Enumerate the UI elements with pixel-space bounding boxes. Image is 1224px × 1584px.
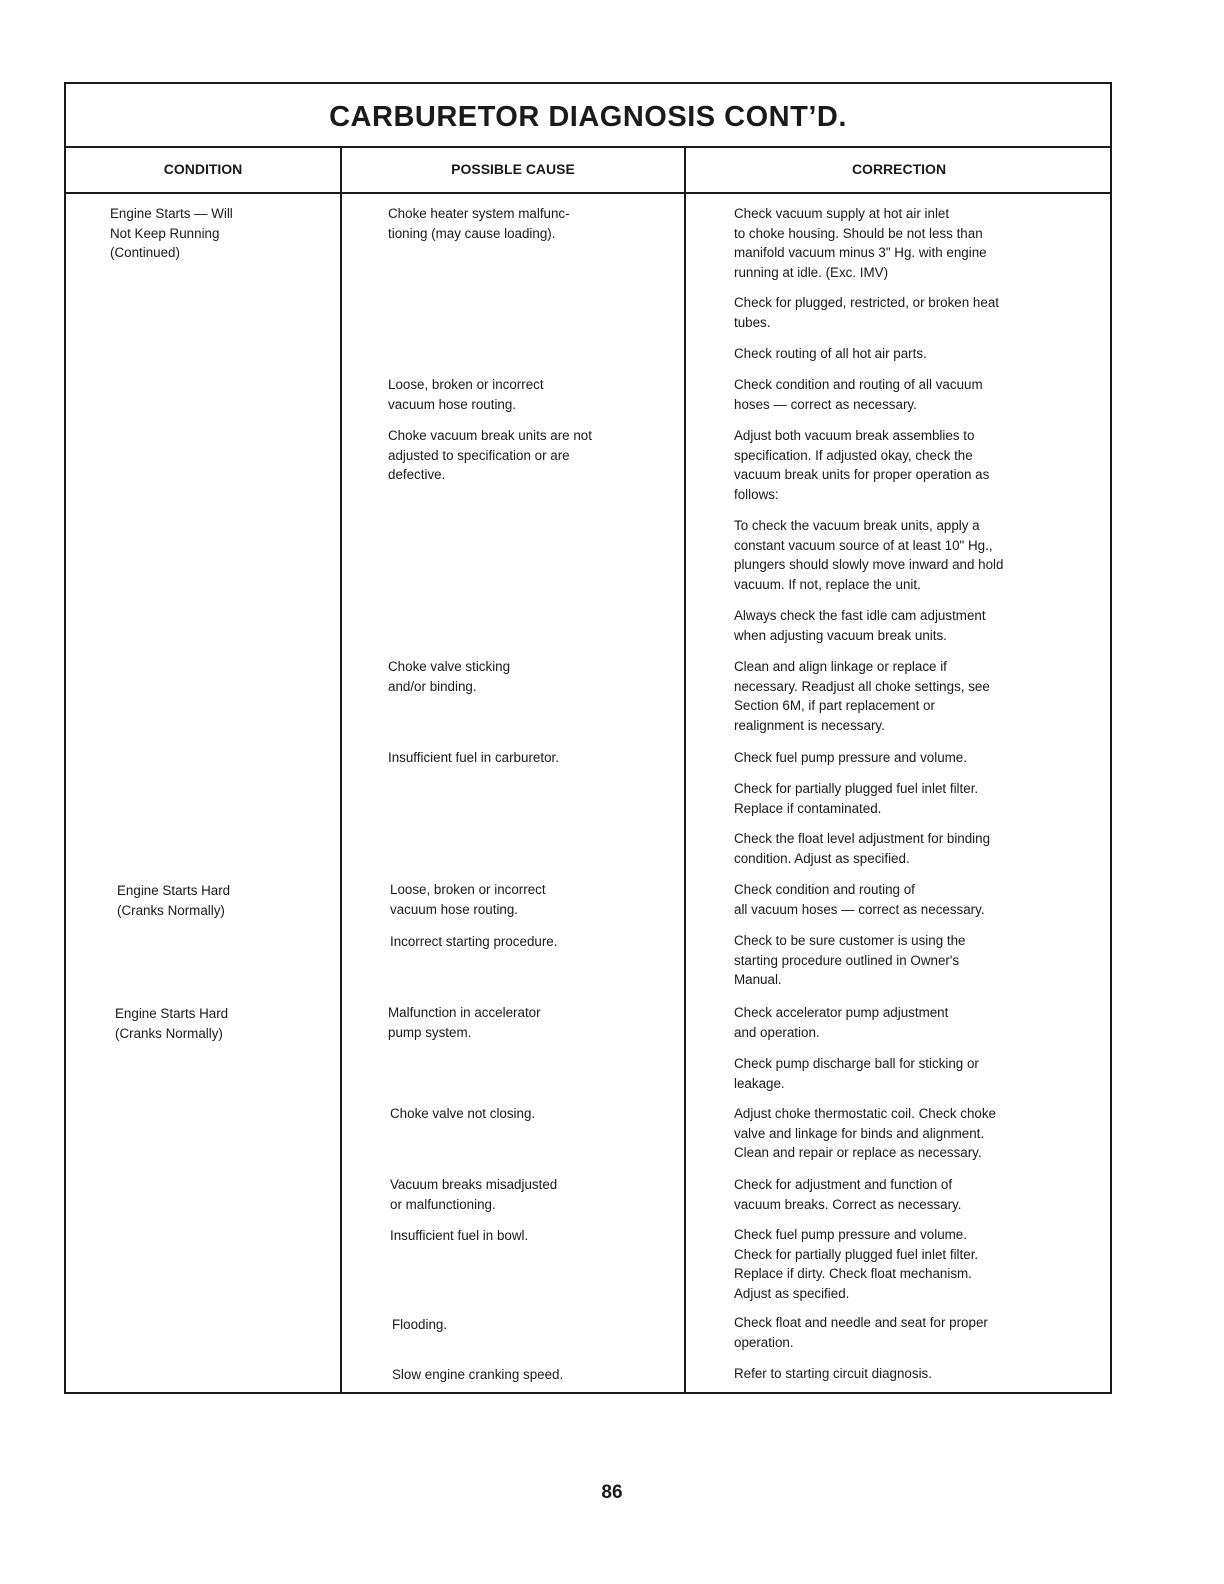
correction-cell: Always check the fast idle cam adjustment when adjusting vacuum break units. [734, 608, 986, 643]
correction-cell: Check for partially plugged fuel inlet filter. Replace if contaminated. [734, 781, 979, 816]
cause-cell: Flooding. [392, 1317, 448, 1332]
column-divider [340, 146, 342, 1392]
correction-cell: Clean and align linkage or replace if necessary. Readjust all choke settings, see Section 6M, if part replacement or realignment is necessary. [734, 659, 990, 733]
cause-cell: Loose, broken or incorrect vacuum hose routing. [390, 882, 546, 917]
correction-cell: Refer to starting circuit diagnosis. [734, 1366, 932, 1381]
correction-cell: Check fuel pump pressure and volume. [734, 750, 967, 765]
correction-cell: Check float and needle and seat for proper operation. [734, 1315, 988, 1350]
correction-cell: Check for plugged, restricted, or broken heat tubes. [734, 295, 999, 330]
correction-cell: Check condition and routing of all vacuum hoses — correct as necessary. [734, 377, 983, 412]
cause-cell: Vacuum breaks misadjusted or malfunctioning. [390, 1177, 558, 1212]
correction-cell: Adjust both vacuum break assemblies to specification. If adjusted okay, check the vacuum break units for proper operation as follows: [734, 428, 990, 502]
possible-cause-header: POSSIBLE CAUSE [451, 161, 575, 177]
cause-cell: Choke valve sticking and/or binding. [388, 659, 511, 694]
column-divider [684, 146, 686, 1392]
correction-cell: Check routing of all hot air parts. [734, 346, 927, 361]
diagnosis-table [64, 82, 1112, 1394]
header-row [66, 146, 1110, 194]
correction-cell: To check the vacuum break units, apply a constant vacuum source of at least 10" Hg., plungers should slowly move inward and hold vacuum. If not, replace the unit. [734, 518, 1004, 592]
cause-cell: Choke valve not closing. [390, 1106, 536, 1121]
cause-cell: Choke heater system malfunc- tioning (may cause loading). [388, 206, 570, 241]
cause-cell: Choke vacuum break units are not adjusted to specification or are defective. [388, 428, 592, 483]
condition-header: CONDITION [163, 161, 243, 177]
correction-cell: Check pump discharge ball for sticking or leakage. [734, 1056, 979, 1091]
page-title: CARBURETOR DIAGNOSIS CONT’D. [329, 100, 847, 133]
correction-cell: Check to be sure customer is using the starting procedure outlined in Owner's Manual. [734, 933, 966, 988]
condition-cell: Engine Starts Hard (Cranks Normally) [117, 883, 231, 918]
cause-cell: Loose, broken or incorrect vacuum hose routing. [388, 377, 544, 412]
correction-cell: Check condition and routing of all vacuum hoses — correct as necessary. [734, 882, 985, 917]
page-number: 86 [601, 1482, 623, 1503]
cause-cell: Insufficient fuel in bowl. [390, 1228, 529, 1243]
cause-cell: Malfunction in accelerator pump system. [388, 1005, 541, 1040]
correction-cell: Check the float level adjustment for binding condition. Adjust as specified. [734, 831, 991, 866]
cause-cell: Incorrect starting procedure. [390, 934, 558, 949]
title-row [66, 84, 1110, 148]
correction-cell: Check accelerator pump adjustment and operation. [734, 1005, 949, 1040]
correction-cell: Check fuel pump pressure and volume. Check for partially plugged fuel inlet filter. Replace if dirty. Check float mechanism. Adjust as specified. [734, 1227, 979, 1301]
cause-cell: Slow engine cranking speed. [392, 1367, 564, 1382]
cause-cell: Insufficient fuel in carburetor. [388, 750, 559, 765]
correction-cell: Adjust choke thermostatic coil. Check choke valve and linkage for binds and alignment. Clean and repair or replace as necessary. [734, 1106, 996, 1161]
correction-cell: Check vacuum supply at hot air inlet to choke housing. Should be not less than manifold vacuum minus 3" Hg. with engine running at idle. (Exc. IMV) [734, 206, 987, 280]
condition-cell: Engine Starts — Will Not Keep Running (Continued) [110, 206, 233, 261]
correction-cell: Check for adjustment and function of vacuum breaks. Correct as necessary. [734, 1177, 962, 1212]
condition-cell: Engine Starts Hard (Cranks Normally) [115, 1006, 229, 1041]
correction-header: CORRECTION [851, 161, 947, 177]
